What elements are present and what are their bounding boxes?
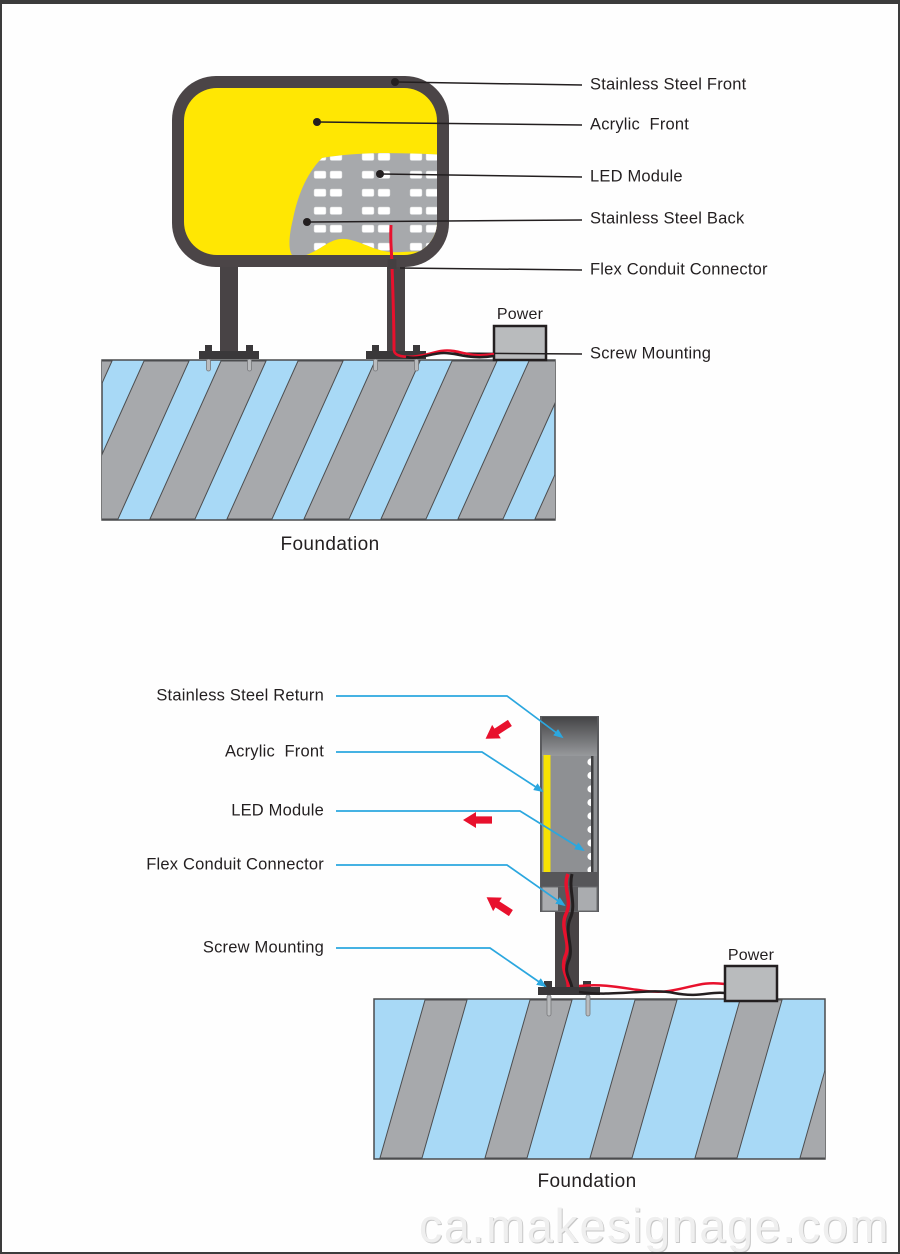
label-stainless-steel-return: Stainless Steel Return: [156, 686, 324, 705]
label-foundation-front: Foundation: [280, 534, 380, 555]
label-flex-conduit-connector: Flex Conduit Connector: [146, 855, 324, 874]
direction-arrow-icon: [482, 891, 515, 920]
label-flex-conduit-connector: Flex Conduit Connector: [590, 260, 768, 279]
diagram-canvas: [2, 4, 900, 1254]
label-power-front: Power: [496, 306, 544, 323]
power-supply-box: [725, 966, 777, 1001]
label-power-side: Power: [727, 947, 775, 964]
label-stainless-steel-back: Stainless Steel Back: [590, 209, 745, 228]
label-screw-mounting: Screw Mounting: [590, 344, 712, 363]
sign-bottom-cap: [541, 872, 598, 887]
flex-conduit-connector: [388, 259, 397, 269]
direction-arrow-icon: [481, 716, 514, 745]
stainless-steel-return: [542, 717, 597, 756]
foundation-side: [170, 999, 887, 1159]
led-board: [591, 756, 594, 872]
acrylic-strip: [544, 755, 551, 872]
label-foundation-side: Foundation: [537, 1171, 637, 1192]
stainless-steel-back-area: [289, 153, 450, 257]
power-supply-box: [494, 326, 546, 360]
sign-front: [172, 76, 450, 267]
label-stainless-steel-front: Stainless Steel Front: [590, 75, 747, 94]
support-pole-right: [387, 266, 405, 354]
label-acrylic-front: Acrylic Front: [590, 115, 690, 134]
led-strip: [587, 758, 591, 873]
foundation-front: [2, 360, 651, 520]
power-wire-black: [579, 991, 725, 994]
label-screw-mounting: Screw Mounting: [202, 938, 324, 957]
sign-side: [541, 717, 598, 911]
label-acrylic-front: Acrylic Front: [224, 742, 324, 761]
support-pole-left: [220, 266, 238, 354]
label-led-module: LED Module: [231, 801, 324, 820]
label-led-module: LED Module: [590, 167, 683, 186]
watermark: ca.makesignage.com: [418, 1199, 890, 1252]
front-view-diagram: [2, 76, 651, 520]
direction-arrow-icon: [463, 812, 492, 828]
side-view-diagram: [170, 696, 887, 1159]
